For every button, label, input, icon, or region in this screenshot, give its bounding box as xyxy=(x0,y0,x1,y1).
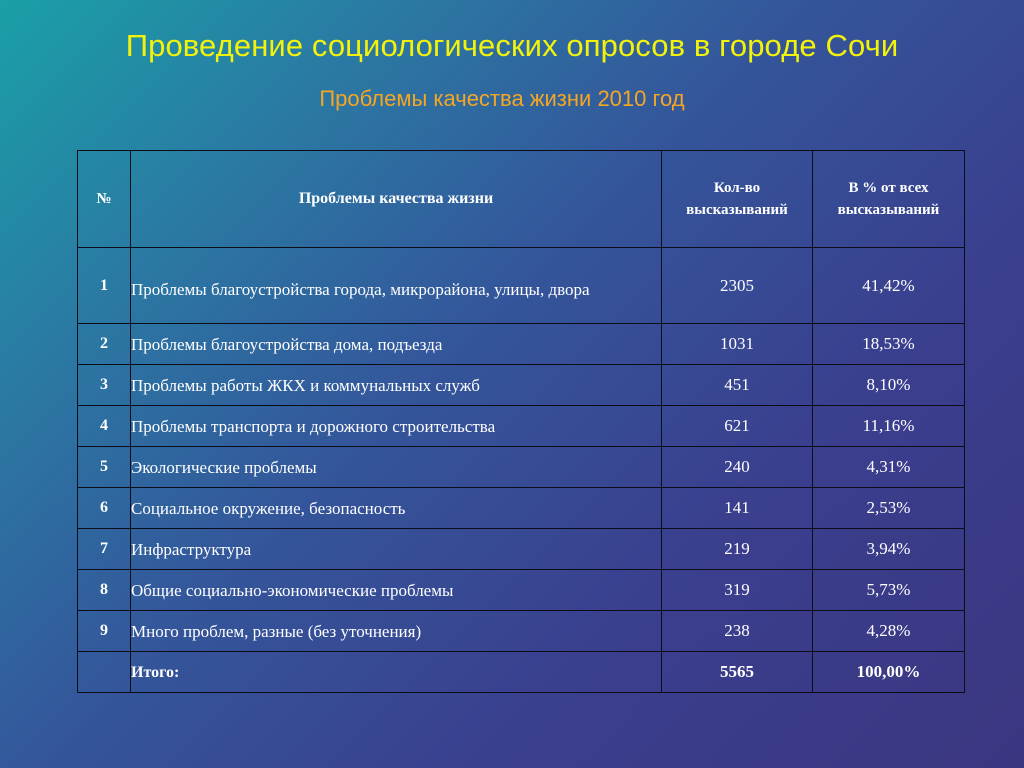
table-row xyxy=(78,570,965,611)
row-num: 5 xyxy=(78,447,131,488)
row-percent: 41,42% xyxy=(813,248,965,324)
row-percent: 3,94% xyxy=(813,529,965,570)
table-row xyxy=(78,324,965,365)
row-count: 1031 xyxy=(662,324,813,365)
total-count: 5565 xyxy=(662,652,813,693)
row-count: 2305 xyxy=(662,248,813,324)
row-num: 9 xyxy=(78,611,131,652)
row-count: 451 xyxy=(662,365,813,406)
row-num: 1 xyxy=(78,248,131,324)
survey-table xyxy=(77,150,965,693)
table-row xyxy=(78,529,965,570)
table-row xyxy=(78,447,965,488)
row-percent: 11,16% xyxy=(813,406,965,447)
row-num: 4 xyxy=(78,406,131,447)
row-problem: Проблемы благоустройства дома, подъезда xyxy=(131,324,662,365)
header-count: Кол-во высказываний xyxy=(662,151,813,248)
row-count: 141 xyxy=(662,488,813,529)
row-problem: Инфраструктура xyxy=(131,529,662,570)
row-num: 3 xyxy=(78,365,131,406)
table-row xyxy=(78,248,965,324)
row-count: 240 xyxy=(662,447,813,488)
row-num: 8 xyxy=(78,570,131,611)
table-row xyxy=(78,406,965,447)
row-count: 238 xyxy=(662,611,813,652)
row-percent: 4,31% xyxy=(813,447,965,488)
table-row xyxy=(78,365,965,406)
row-count: 621 xyxy=(662,406,813,447)
row-problem: Экологические проблемы xyxy=(131,447,662,488)
row-problem: Проблемы транспорта и дорожного строительства xyxy=(131,406,662,447)
row-num: 2 xyxy=(78,324,131,365)
row-count: 319 xyxy=(662,570,813,611)
row-percent: 4,28% xyxy=(813,611,965,652)
slide-subtitle: Проблемы качества жизни 2010 год xyxy=(319,86,685,111)
row-problem: Проблемы благоустройства города, микрорайона, улицы, двора xyxy=(131,248,662,324)
table-header-row xyxy=(78,151,965,248)
header-num: № xyxy=(78,151,131,248)
total-percent: 100,00% xyxy=(813,652,965,693)
total-row xyxy=(78,652,965,693)
row-problem: Много проблем, разные (без уточнения) xyxy=(131,611,662,652)
row-percent: 18,53% xyxy=(813,324,965,365)
table-row xyxy=(78,611,965,652)
row-percent: 2,53% xyxy=(813,488,965,529)
slide-title: Проведение социологических опросов в городе Сочи xyxy=(125,28,899,63)
row-num: 6 xyxy=(78,488,131,529)
total-num-cell xyxy=(78,652,131,693)
total-label: Итого: xyxy=(131,652,662,693)
header-percent: В % от всех высказываний xyxy=(813,151,965,248)
row-count: 219 xyxy=(662,529,813,570)
row-problem: Социальное окружение, безопасность xyxy=(131,488,662,529)
header-problem: Проблемы качества жизни xyxy=(131,151,662,248)
row-percent: 5,73% xyxy=(813,570,965,611)
row-problem: Общие социально-экономические проблемы xyxy=(131,570,662,611)
row-problem: Проблемы работы ЖКХ и коммунальных служб xyxy=(131,365,662,406)
row-num: 7 xyxy=(78,529,131,570)
row-percent: 8,10% xyxy=(813,365,965,406)
table-row xyxy=(78,488,965,529)
